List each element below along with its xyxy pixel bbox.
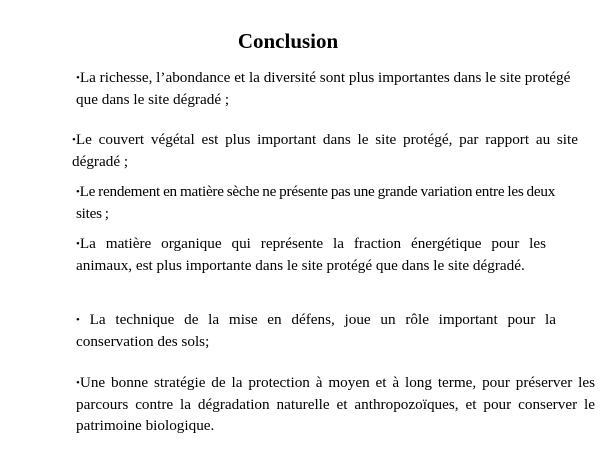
conclusion-item-text: Une bonne stratégie de la protection à moyen et à long terme, pour préserver les parcours contre la dégradation naturelle et anthropozoïques, et pour conserver le patrimoine biologique. [76, 374, 595, 434]
conclusion-item-text: La technique de la mise en défens, joue un rôle important pour la conservation des sols; [76, 311, 556, 350]
bullet-icon: • [76, 72, 80, 84]
conclusion-item-text: Le rendement en matière sèche ne présente pas une grande variation entre les deux sites ; [76, 183, 556, 222]
page-title: Conclusion [237, 29, 339, 53]
conclusion-item [76, 372, 595, 436]
bullet-icon: • [76, 377, 80, 389]
conclusion-item-text: La richesse, l’abondance et la diversité sont plus importantes dans le site protégé que dans le site dégradé ; [76, 69, 571, 108]
bullet-icon: • [76, 314, 80, 326]
bullet-icon: • [76, 186, 80, 198]
conclusion-item [76, 181, 556, 224]
conclusion-item [76, 67, 596, 110]
conclusion-item [76, 309, 556, 352]
conclusion-item [76, 233, 546, 276]
conclusion-item [72, 129, 578, 172]
conclusion-item-text: La matière organique qui représente la fraction énergétique pour les animaux, est plus importante dans le site protégé que dans le site dégradé. [76, 235, 546, 274]
bullet-icon: • [72, 134, 76, 146]
bullet-icon: • [76, 238, 80, 250]
conclusion-item-text: Le couvert végétal est plus important dans le site protégé, par rapport au site dégradé ; [72, 131, 578, 170]
